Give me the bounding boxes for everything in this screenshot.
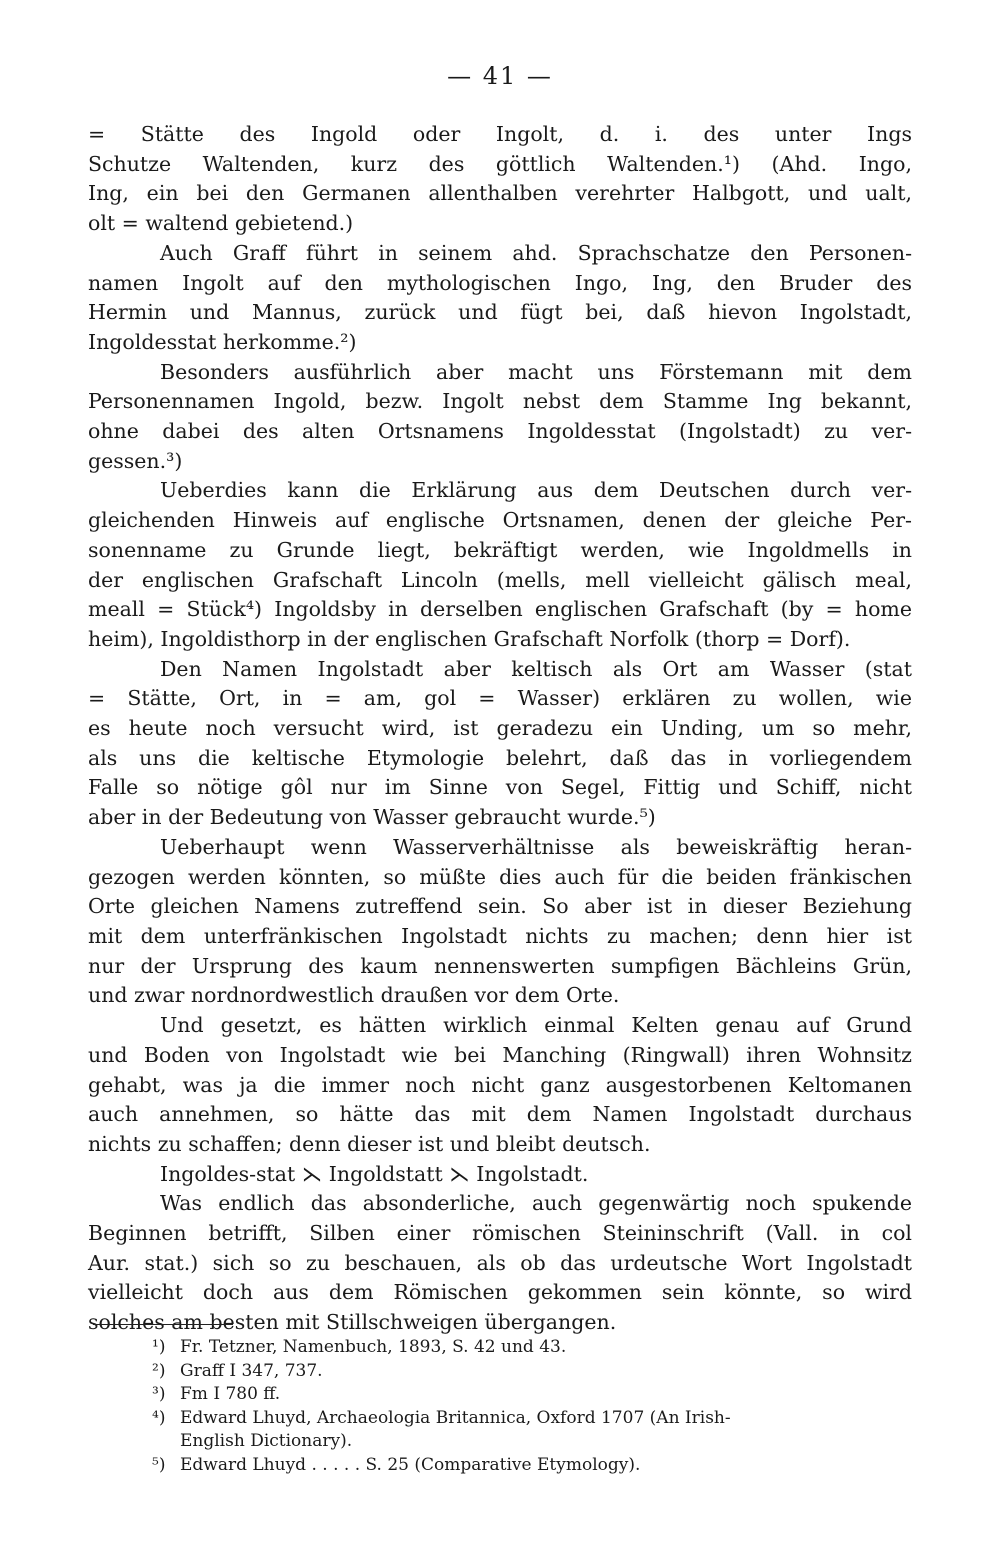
text-line: mit dem unterfränkischen Ingolstadt nichts zu machen; denn hier ist — [88, 923, 912, 948]
text-line: solches am besten mit Stillschweigen übergangen. — [88, 1310, 617, 1335]
text-line: Hermin und Mannus, zurück und fügt bei, daß hievon Ingolstadt, — [88, 300, 912, 325]
footnote-marker: ¹) — [152, 1337, 166, 1357]
text-line: gleichenden Hinweis auf englische Ortsnamen, denen der gleiche Per- — [88, 508, 912, 533]
text-line: = Stätte des Ingold oder Ingolt, d. i. des unter Ings — [88, 122, 912, 146]
footnote-5 — [152, 1454, 912, 1478]
text-line: heim), Ingoldisthorp in der englischen Grafschaft Norfolk (thorp = Dorf). — [88, 626, 851, 651]
text-line: gessen.³) — [88, 448, 183, 473]
text-line: aber in der Bedeutung von Wasser gebraucht wurde.⁵) — [88, 805, 656, 830]
text-line: Ing, ein bei den Germanen allenthalben verehrter Halbgott, und ualt, — [88, 181, 912, 206]
footnotes — [152, 1336, 912, 1477]
text-line: Was endlich das absonderliche, auch gegenwärtig noch spukende — [160, 1191, 912, 1216]
text-line: Auch Graff führt in seinem ahd. Sprachschatze den Personen- — [160, 240, 912, 265]
footnote-1 — [152, 1336, 912, 1360]
footnote-divider — [93, 1324, 233, 1325]
text-line: gezogen werden könnten, so müßte dies auch für die beiden fränkischen — [88, 864, 912, 889]
text-line: Personennamen Ingold, bezw. Ingolt nebst dem Stamme Ing bekannt, — [88, 389, 912, 414]
text-line: sonenname zu Grunde liegt, bekräftigt werden, wie Ingoldmells in — [88, 537, 912, 562]
text-line: Aur. stat.) sich so zu beschauen, als ob das urdeutsche Wort Ingolstadt — [88, 1250, 912, 1275]
paragraph-4 — [88, 476, 912, 654]
text-line: Und gesetzt, es hätten wirklich einmal Kelten genau auf Grund — [160, 1013, 912, 1038]
text-line: Ingoldesstat herkomme.²) — [88, 329, 357, 354]
paragraph-3 — [88, 358, 912, 477]
text-line: Beginnen betrifft, Silben einer römischen Steininschrift (Vall. in col — [88, 1221, 912, 1246]
paragraph-2 — [88, 239, 912, 358]
text-line: Falle so nötige gôl nur im Sinne von Segel, Fittig und Schiff, nicht — [88, 775, 912, 800]
paragraph-1 — [88, 120, 912, 239]
text-line: Orte gleichen Namens zutreffend sein. So aber ist in dieser Beziehung — [88, 894, 912, 919]
footnote-text: Fm I 780 ff. — [180, 1384, 281, 1404]
text-line: und zwar nordnordwestlich draußen vor dem Orte. — [88, 983, 620, 1008]
paragraph-6 — [88, 833, 912, 1011]
text-line: als uns die keltische Etymologie belehrt, daß das in vorliegendem — [88, 745, 912, 770]
footnote-marker: ⁵) — [152, 1454, 166, 1475]
footnote-text: Edward Lhuyd, Archaeologia Britannica, Oxford 1707 (An Irish- — [180, 1407, 731, 1428]
text-line: Ueberdies kann die Erklärung aus dem Deutschen durch ver- — [160, 478, 912, 503]
paragraph-7 — [88, 1011, 912, 1160]
footnote-text: Graff I 347, 737. — [180, 1360, 323, 1381]
text-line: auch annehmen, so hätte das mit dem Namen Ingolstadt durchaus — [88, 1102, 912, 1127]
main-text — [88, 120, 912, 1338]
text-line: meall = Stück⁴) Ingoldsby in derselben englischen Grafschaft (by = home — [88, 597, 912, 622]
text-line: ohne dabei des alten Ortsnamens Ingoldesstat (Ingolstadt) zu ver- — [88, 419, 912, 444]
paragraph-9 — [88, 1189, 912, 1338]
paragraph-etymology-chain — [88, 1160, 912, 1190]
text-line: es heute noch versucht wird, ist geradezu ein Unding, um so mehr, — [88, 716, 912, 741]
footnote-4-continuation: English Dictionary). — [180, 1431, 353, 1451]
text-line: Ingoldes-stat ⋋ Ingoldstatt ⋋ Ingolstadt. — [160, 1161, 589, 1186]
text-line: gehabt, was ja die immer noch nicht ganz ausgestorbenen Keltomanen — [88, 1072, 912, 1097]
footnote-4 — [152, 1407, 912, 1431]
footnote-3 — [152, 1383, 912, 1407]
text-line: Schutze Waltenden, kurz des göttlich Waltenden.¹) (Ahd. Ingo, — [88, 151, 912, 176]
text-line: und Boden von Ingolstadt wie bei Manching (Ringwall) ihren Wohnsitz — [88, 1042, 912, 1067]
text-line: nichts zu schaffen; denn dieser ist und bleibt deutsch. — [88, 1131, 651, 1156]
paragraph-5 — [88, 655, 912, 833]
footnote-marker: ³) — [152, 1384, 166, 1404]
text-line: Ueberhaupt wenn Wasserverhältnisse als beweiskräftig heran- — [160, 834, 912, 859]
text-line: nur der Ursprung des kaum nennenswerten sumpfigen Bächleins Grün, — [88, 953, 912, 978]
footnote-marker: ²) — [152, 1360, 166, 1381]
footnote-text: Edward Lhuyd . . . . . S. 25 (Comparative Etymology). — [180, 1454, 641, 1475]
text-line: namen Ingolt auf den mythologischen Ingo, Ing, den Bruder des — [88, 270, 912, 295]
text-line: Besonders ausführlich aber macht uns Förstemann mit dem — [160, 359, 912, 384]
text-line: = Stätte, Ort, in = am, gol = Wasser) erklären zu wollen, wie — [88, 686, 912, 711]
text-line: der englischen Grafschaft Lincoln (mells, mell vielleicht gälisch meal, — [88, 567, 912, 592]
text-line: olt = waltend gebietend.) — [88, 211, 354, 236]
footnote-marker: ⁴) — [152, 1407, 166, 1428]
footnote-2 — [152, 1360, 912, 1384]
text-line: Den Namen Ingolstadt aber keltisch als Ort am Wasser (stat — [160, 656, 912, 681]
footnote-text: Fr. Tetzner, Namenbuch, 1893, S. 42 und 43. — [180, 1337, 567, 1357]
page-number: — 41 — — [447, 62, 553, 90]
text-line: vielleicht doch aus dem Römischen gekommen sein könnte, so wird — [88, 1280, 912, 1305]
